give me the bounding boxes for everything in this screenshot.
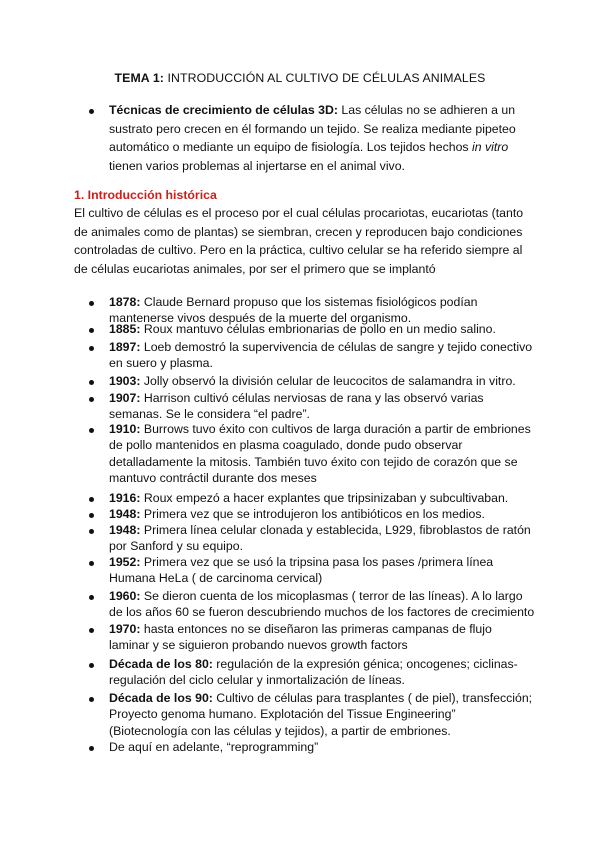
intro-line-2: sustrato pero crecen en él formando un tejido. Se realiza mediante pipeteo <box>109 122 516 136</box>
timeline-item-line <box>109 522 531 538</box>
bullet-dot <box>89 328 94 333</box>
bullet-dot <box>89 301 94 306</box>
timeline-item-line <box>109 637 408 653</box>
timeline-item-line <box>109 672 405 688</box>
timeline-text: Roux mantuvo células embrionarias de pollo en un medio salino. <box>140 322 496 336</box>
timeline-text: laminar y se siguieron probando nuevos growth factors <box>109 638 408 653</box>
timeline-text: Primera vez que se usó la tripsina pasa los pases /primera línea <box>140 555 494 569</box>
timeline-year: 1878: <box>109 295 141 309</box>
timeline-year: Década de los 90: <box>109 691 213 705</box>
timeline-item-line <box>109 406 310 422</box>
timeline-text: Primera línea celular clonada y establecida, L929, fibroblastos de ratón <box>140 523 531 537</box>
timeline-text: semanas. Se le considera “el padre”. <box>109 407 310 422</box>
bullet-dot <box>89 497 94 502</box>
timeline-text: por Sanford y su equipo. <box>109 539 243 554</box>
bullet-dot <box>89 529 94 534</box>
intro-line-4: tienen varios problemas al injertarse en el animal vivo. <box>109 159 405 173</box>
timeline-item-line <box>109 355 213 371</box>
timeline-text: detalladamente la mitosis. También tuvo éxito con tejido de corazón que se <box>109 454 518 469</box>
timeline-item-line <box>109 339 532 355</box>
timeline-year: 1903: <box>109 374 141 388</box>
timeline-item-line <box>109 588 523 604</box>
timeline-text: de los años 60 se fueron descubriendo muchos de los factores de crecimiento <box>109 605 535 620</box>
timeline-item-line <box>109 570 322 586</box>
timeline-text: de pollo mantenidos en plasma coagulado, donde pudo observar <box>109 438 463 453</box>
timeline-year: 1910: <box>109 422 141 436</box>
intro-line-1: Técnicas de crecimiento de células 3D: Las células no se adhieren a un <box>109 103 516 117</box>
bullet-dot <box>89 513 94 518</box>
timeline-text: Primera vez que se introdujeron los antibióticos en los medios. <box>140 507 485 521</box>
timeline-text: mantenerse vivos después de la muerte del organismo. <box>109 311 412 326</box>
paragraph-line: de animales como de plantas) se siembran, crecen y reproducen bajo condiciones <box>74 225 523 239</box>
timeline-item-line <box>109 690 532 706</box>
timeline-text: Harrison cultivó células nerviosas de rana y las observó varias <box>140 391 484 405</box>
bullet-dot <box>89 561 94 566</box>
timeline-year: 1916: <box>109 491 141 505</box>
timeline-text: Loeb demostró la supervivencia de células de sangre y tejido conectivo <box>140 340 533 354</box>
timeline-item-line <box>109 421 531 437</box>
timeline-item-line <box>109 390 484 406</box>
timeline-item-line <box>109 554 493 570</box>
page-title <box>0 71 600 85</box>
timeline-item-line <box>109 739 318 755</box>
timeline-item-line <box>109 373 516 389</box>
timeline-item-line <box>109 604 534 620</box>
intro-label: Técnicas de crecimiento de células 3D: <box>109 103 338 117</box>
timeline-text: Proyecto genoma humano. Explotación del Tissue Engineering” <box>109 707 456 722</box>
bullet-dot <box>89 397 94 402</box>
timeline-text: Jolly observó la división celular de leucocitos de salamandra in vitro. <box>140 374 516 388</box>
paragraph-line: El cultivo de células es el proceso por el cual células procariotas, eucariotas (tanto <box>74 206 524 220</box>
timeline-text: Cultivo de células para trasplantes ( de piel), transfección; <box>212 691 533 705</box>
timeline-text: Burrows tuvo éxito con cultivos de larga duración a partir de embriones <box>140 422 531 436</box>
timeline-item-line <box>109 454 518 470</box>
paragraph-line: de células eucariotas animales, por ser el primero que se implantó <box>74 262 436 276</box>
section-heading: 1. Introducción histórica <box>74 188 217 202</box>
timeline-item-line <box>109 506 485 522</box>
timeline-year: 1948: <box>109 523 141 537</box>
timeline-text: mantuvo contráctil durante dos meses <box>109 471 317 486</box>
timeline-text: De aquí en adelante, “reprogramming” <box>109 740 319 754</box>
bullet-dot <box>89 628 94 633</box>
timeline-year: 1948: <box>109 507 141 521</box>
title-text: INTRODUCCIÓN AL CULTIVO DE CÉLULAS ANIMALES <box>163 71 486 85</box>
title-prefix: TEMA 1: <box>114 71 164 85</box>
bullet-dot <box>89 697 94 702</box>
paragraph-line: controladas de cultivo. Pero en la práctica, cultivo celular se ha referido siempre al <box>74 243 523 257</box>
timeline-item-line <box>109 538 243 554</box>
timeline-text: Roux empezó a hacer explantes que tripsinizaban y subcultivaban. <box>140 491 509 505</box>
bullet-dot <box>89 346 94 351</box>
timeline-item-line <box>109 470 317 486</box>
timeline-text: Claude Bernard propuso que los sistemas fisiológicos podían <box>140 295 478 309</box>
bullet-dot <box>89 663 94 668</box>
timeline-year: 1952: <box>109 555 141 569</box>
timeline-year: 1970: <box>109 622 141 636</box>
bullet-dot <box>89 746 94 751</box>
timeline-year: Década de los 80: <box>109 657 213 671</box>
timeline-item-line <box>109 723 451 739</box>
bullet-dot <box>89 109 94 114</box>
timeline-item-line <box>109 621 492 637</box>
bullet-dot <box>89 428 94 433</box>
intro-line-3: automático o mediante un equipo de fisiología. Los tejidos hechos in vitro <box>109 140 509 154</box>
timeline-text: regulación de la expresión génica; oncogenes; ciclinas- <box>212 657 518 671</box>
timeline-text: Humana HeLa ( de carcinoma cervical) <box>109 571 323 586</box>
timeline-text: en suero y plasma. <box>109 356 213 371</box>
timeline-year: 1897: <box>109 340 141 354</box>
timeline-year: 1885: <box>109 322 141 336</box>
timeline-item-line <box>109 706 456 722</box>
timeline-year: 1960: <box>109 589 141 603</box>
bullet-dot <box>89 380 94 385</box>
timeline-text: (Biotecnología con las células y tejidos), a partir de embriones. <box>109 723 451 738</box>
timeline-text: Se dieron cuenta de los micoplasmas ( terror de las líneas). A lo largo <box>140 589 523 603</box>
timeline-item-line <box>109 294 477 310</box>
timeline-text: hasta entonces no se diseñaron las primeras campanas de flujo <box>140 622 492 636</box>
timeline-item-line <box>109 321 496 337</box>
bullet-dot <box>89 595 94 600</box>
timeline-item-line <box>109 490 508 506</box>
timeline-item-line <box>109 656 518 672</box>
timeline-year: 1907: <box>109 391 141 405</box>
timeline-text: regulación del ciclo celular y inmortalización de líneas. <box>109 673 405 688</box>
timeline-item-line <box>109 437 462 453</box>
